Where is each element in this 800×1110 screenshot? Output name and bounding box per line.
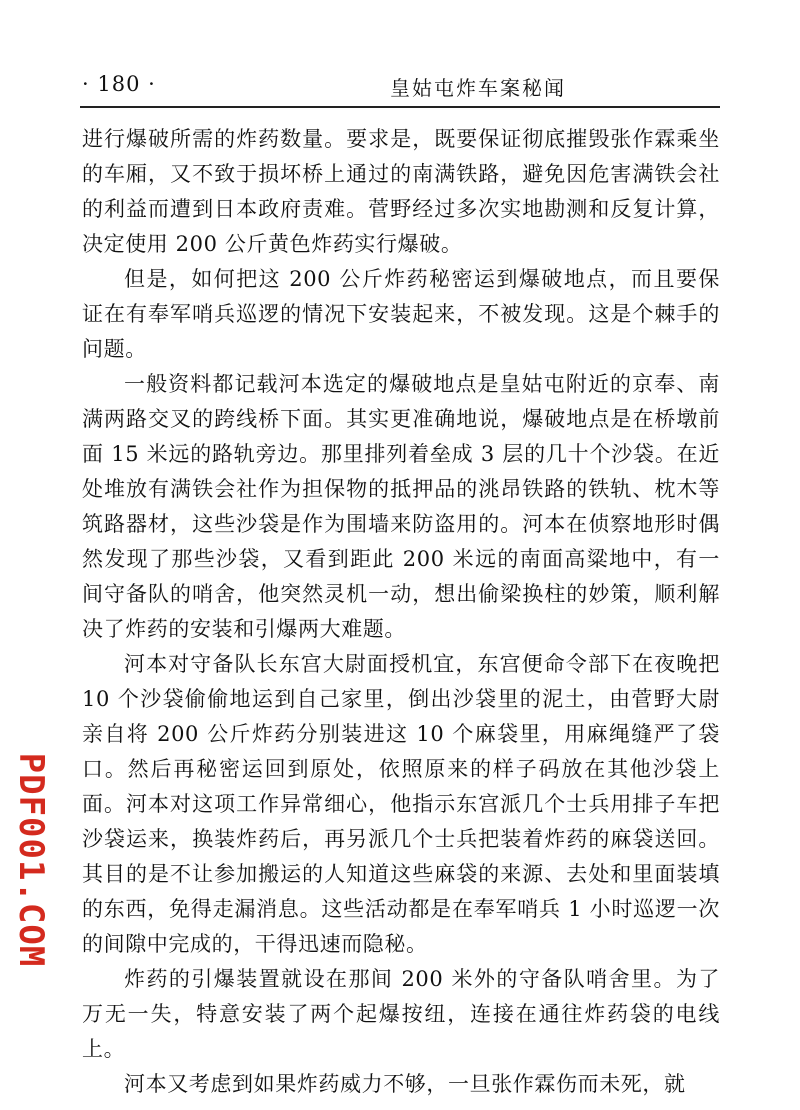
page-header bbox=[80, 70, 720, 104]
page-number: · 180 · bbox=[82, 72, 156, 96]
paragraph: 但是，如何把这 200 公斤炸药秘密运到爆破地点，而且要保证在有奉军哨兵巡逻的情况下安装起来，不被发现。这是个棘手的问题。 bbox=[82, 267, 720, 361]
paragraph: 进行爆破所需的炸药数量。要求是，既要保证彻底摧毁张作霖乘坐的车厢，又不致于损坏桥上通过的南满铁路，避免因危害满铁会社的利益而遭到日本政府责难。菅野经过多次实地勘测和反复计算，决定使用 200 公斤黄色炸药实行爆破。 bbox=[82, 127, 720, 256]
paragraph: 炸药的引爆装置就设在那间 200 米外的守备队哨舍里。为了万无一失，特意安装了两个起爆按纽，连接在通往炸药袋的电线上。 bbox=[82, 967, 720, 1061]
paragraph: 河本又考虑到如果炸药威力不够，一旦张作霖伤而未死，就 bbox=[124, 1072, 686, 1096]
running-title: 皇姑屯炸车案秘闻 bbox=[390, 76, 566, 100]
paragraph: 一般资料都记载河本选定的爆破地点是皇姑屯附近的京奉、南满两路交叉的跨线桥下面。其实更准确地说，爆破地点是在桥墩前面 15 米远的路轨旁边。那里排列着垒成 3 层的几十个沙袋。在近处堆放有满铁会社作为担保物的抵押品的洮昂铁路的铁轨、枕木等筑路器材，这些沙袋是作为围墙来防盗用的。河本在侦察地形时偶然发现了那些沙袋，又看到距此 200 米远的南面高粱地中，有一间守备队的哨舍，他突然灵机一动，想出偷梁换柱的妙策，顺利解决了炸药的安装和引爆两大难题。 bbox=[82, 372, 720, 641]
body-text bbox=[82, 122, 720, 1102]
header-rule bbox=[80, 106, 720, 108]
watermark bbox=[6, 752, 56, 968]
paragraph: 河本对守备队长东宫大尉面授机宜，东宫便命令部下在夜晚把 10 个沙袋偷偷地运到自己家里，倒出沙袋里的泥土，由菅野大尉亲自将 200 公斤炸药分别装进这 10 个麻袋里，用麻绳缝严了袋口。然后再秘密运回到原处，依照原来的样子码放在其他沙袋上面。河本对这项工作异常细心，他指示东宫派几个士兵用排子车把沙袋运来，换装炸药后，再另派几个士兵把装着炸药的麻袋送回。其目的是不让参加搬运的人知道这些麻袋的来源、去处和里面装填的东西，免得走漏消息。这些活动都是在奉军哨兵 1 小时巡逻一次的间隙中完成的，干得迅速而隐秘。 bbox=[82, 652, 720, 956]
watermark-text: PDF001.COM bbox=[11, 752, 51, 968]
